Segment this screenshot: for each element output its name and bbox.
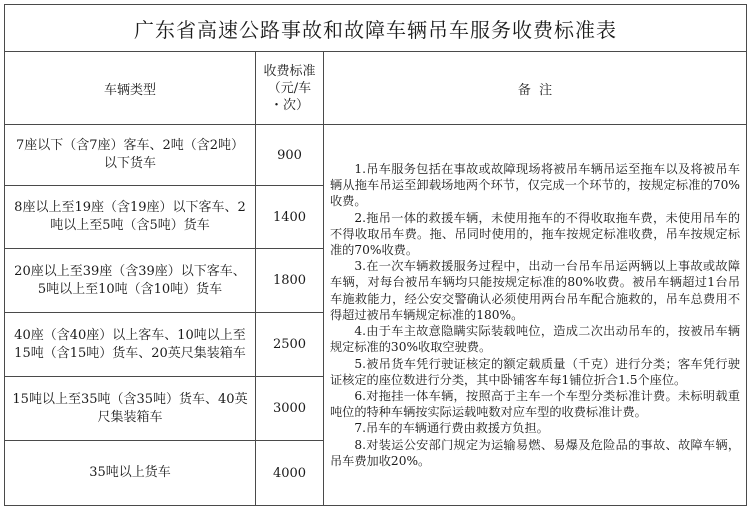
table-row (5, 125, 747, 186)
note-item: 2.拖吊一体的救援车辆，未使用拖车的不得收取拖车费，未使用吊车的不得收取吊车费。拖、吊同时使用的，拖车按规定标准收费，吊车按规定标准的70%收费。 (330, 210, 741, 258)
note-item: 5.被吊货车凭行驶证核定的额定载质量（千克）进行分类；客车凭行驶证核定的座位数进行分类，其中卧铺客车每1铺位折合1.5个座位。 (330, 356, 741, 387)
header-fee-line-1: 收费标准 (263, 63, 316, 79)
note-item: 6.对拖挂一体车辆，按照高于主车一个车型分类标准计费。未标明载重吨位的特种车辆按实际运载吨数对应车型的收费标准计费。 (330, 388, 741, 420)
vehicle-type-cell: 15吨以上至35吨（含35吨）货车、40英尺集装箱车 (5, 377, 256, 441)
fee-standard-table (4, 4, 747, 506)
price-cell: 1400 (256, 186, 324, 249)
price-cell: 3000 (256, 377, 324, 441)
price-cell: 900 (256, 125, 324, 186)
vehicle-type-cell: 35吨以上货车 (5, 441, 256, 506)
header-fee-line-3: ・次） (269, 97, 309, 113)
vehicle-type-cell: 7座以下（含7座）客车、2吨（含2吨）以下货车 (5, 125, 256, 186)
vehicle-type-cell: 20座以上至39座（含39座）以下客车、5吨以上至10吨（含10吨）货车 (5, 249, 256, 313)
vehicle-type-cell: 8座以上至19座（含19座）以下客车、2吨以上至5吨（含5吨）货车 (5, 186, 256, 249)
note-item: 7.吊车的车辆通行费由救援方负担。 (354, 421, 549, 436)
header-fee-line-2: （元/车 (267, 80, 312, 96)
price-cell: 1800 (256, 249, 324, 313)
note-item: 8.对装运公安部门规定为运输易燃、易爆及危险品的事故、故障车辆，吊车费加收20%。 (330, 437, 741, 468)
header-notes: 备 注 (324, 52, 747, 125)
vehicle-type-cell: 40座（含40座）以上客车、10吨以上至15吨（含15吨）货车、20英尺集装箱车 (5, 313, 256, 377)
price-cell: 2500 (256, 313, 324, 377)
header-vehicle-type: 车辆类型 (5, 52, 256, 125)
price-cell: 4000 (256, 441, 324, 506)
note-item: 3.在一次车辆救援服务过程中，出动一台吊车吊运两辆以上事故或故障车辆，对每台被吊车辆均只能按规定标准的80%收费。被吊车辆超过1台吊车施救能力，经公安交警确认必须使用两台吊车配合施救的，吊车总费用不得超过被吊车辆规定标准的180%。 (330, 259, 741, 322)
note-item: 4.由于车主故意隐瞒实际装载吨位，造成二次出动吊车的，按被吊车辆规定标准的30%收取空驶费。 (330, 324, 741, 355)
note-item: 1.吊车服务包括在事故或故障现场将被吊车辆吊运至拖车以及将被吊车辆从拖车吊运至卸载场地两个环节，仅完成一个环节的，按规定标准的70%收费。 (330, 162, 741, 209)
header-fee-standard (256, 52, 324, 125)
notes-cell (324, 125, 747, 506)
table-title: 广东省高速公路事故和故障车辆吊车服务收费标准表 (5, 5, 747, 52)
